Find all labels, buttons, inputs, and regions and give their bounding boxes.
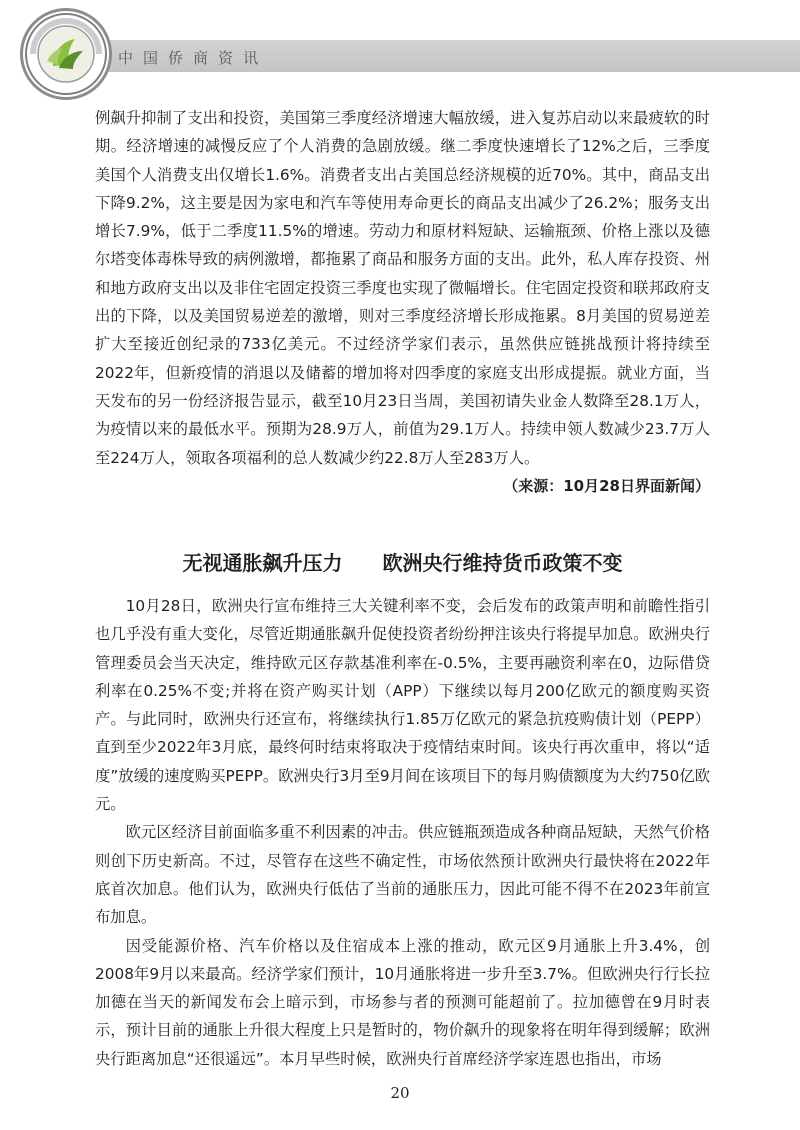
- article-body: [95, 592, 710, 1073]
- association-logo: [20, 8, 112, 100]
- body-paragraph: 例飙升抑制了支出和投资，美国第三季度经济增速大幅放缓，进入复苏启动以来最疲软的时期。经济增速的减慢反应了个人消费的急剧放缓。继二季度快速增长了12%之后，三季度美国个人消费支出仅增长1.6%。消费者支出占美国总经济规模的近70%。其中，商品支出下降9.2%，这主要是因为家电和汽车等使用寿命更长的商品支出减少了26.2%；服务支出增长7.9%，低于二季度11.5%的增速。劳动力和原材料短缺、运输瓶颈、价格上涨以及德尔塔变体毒株导致的病例激增，都拖累了商品和服务方面的支出。此外，私人库存投资、州和地方政府支出以及非住宅固定投资三季度也实现了微幅增长。住宅固定投资和联邦政府支出的下降，以及美国贸易逆差的激增，则对三季度经济增长形成拖累。8月美国的贸易逆差扩大至接近创纪录的733亿美元。不过经济学家们表示，虽然供应链挑战预计将持续至2022年，但新疫情的消退以及储蓄的增加将对四季度的家庭支出形成提振。就业方面，当天发布的另一份经济报告显示，截至10月23日当周，美国初请失业金人数降至28.1万人，为疫情以来的最低水平。预期为28.9万人，前值为29.1万人。持续申领人数减少23.7万人至224万人，领取各项福利的总人数减少约22.8万人至283万人。: [95, 109, 710, 467]
- body-paragraph: 因受能源价格、汽车价格以及住宿成本上涨的推动，欧元区9月通胀上升3.4%，创2008年9月以来最高。经济学家们预计，10月通胀将进一步升至3.7%。但欧洲央行行长拉加德在当天的新闻发布会上暗示到，市场参与者的预测可能超前了。拉加德曾在9月时表示，预计目前的通胀上升很大程度上只是暂时的，物价飙升的现象将在明年得到缓解；欧洲央行距离加息“还很遥远”。本月早些时候，欧洲央行首席经济学家连恩也指出，市场: [95, 936, 710, 1068]
- header-title: 中国侨商资讯: [118, 49, 269, 67]
- source-citation: （来源：10月28日界面新闻）: [503, 476, 710, 495]
- body-paragraph: 欧元区经济目前面临多重不利因素的冲击。供应链瓶颈造成各种商品短缺，天然气价格则创下历史新高。不过，尽管存在这些不确定性，市场依然预计欧洲央行最快将在2022年底首次加息。他们认为，欧洲央行低估了当前的通胀压力，因此可能不得不在2023年前宣布加息。: [95, 823, 710, 927]
- article-continuation: [95, 104, 710, 500]
- article-heading: 无视通胀飙升压力 欧洲央行维持货币政策不变: [182, 551, 623, 575]
- body-paragraph: 10月28日，欧洲央行宣布维持三大关键利率不变，会后发布的政策声明和前瞻性指引也几乎没有重大变化，尽管近期通胀飙升促使投资者纷纷押注该央行将提早加息。欧洲央行管理委员会当天决定，维持欧元区存款基准利率在-0.5%，主要再融资利率在0，边际借贷利率在0.25%不变;并将在资产购买计划（APP）下继续以每月200亿欧元的额度购买资产。与此同时，欧洲央行还宣布，将继续执行1.85万亿欧元的紧急抗疫购债计划（PEPP）直到至少2022年3月底，最终何时结束将取决于疫情结束时间。该央行再次重申，将以“适度”放缓的速度购买PEPP。欧洲央行3月至9月间在该项目下的每月购债额度为大约750亿欧元。: [95, 597, 710, 814]
- page-number: 20: [390, 1084, 410, 1102]
